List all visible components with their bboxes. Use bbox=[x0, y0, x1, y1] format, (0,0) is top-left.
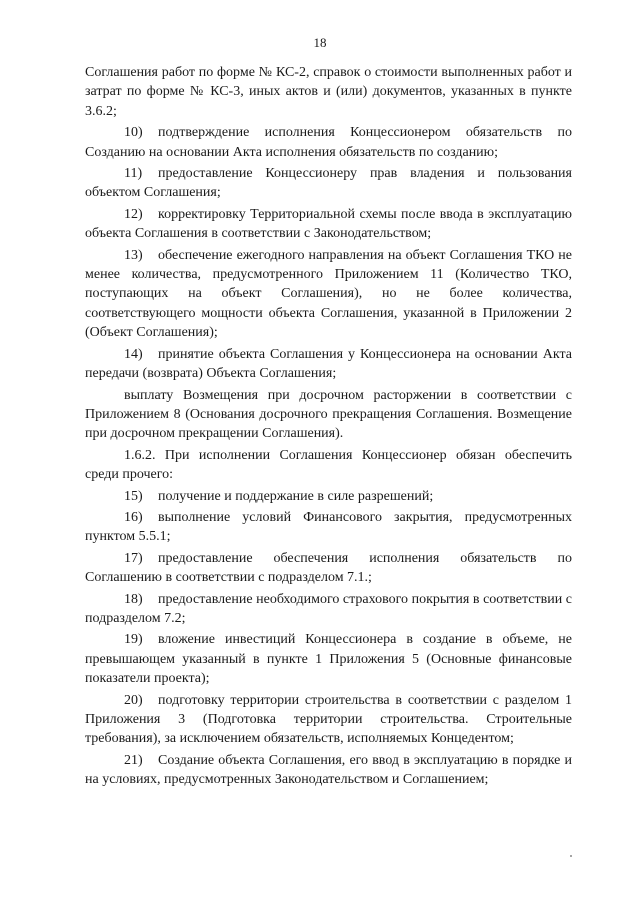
list-text: принятие объекта Соглашения у Концессионера на основании Акта передачи (возврата) Объекта Соглашения; bbox=[85, 346, 572, 382]
list-text: подтверждение исполнения Концессионером обязательств по Созданию на основании Акта исполнения обязательств по созданию; bbox=[85, 125, 572, 160]
list-item-14 bbox=[85, 345, 572, 384]
list-text: Создание объекта Соглашения, его ввод в эксплуатацию в порядке и на условиях, предусмотренных Законодательством и Соглашением; bbox=[85, 752, 572, 788]
list-number: 21) bbox=[124, 752, 143, 768]
list-number: 20) bbox=[124, 692, 143, 708]
list-item-12 bbox=[85, 205, 572, 244]
list-item-18 bbox=[85, 590, 572, 629]
list-item-10 bbox=[85, 123, 572, 162]
list-item-16 bbox=[85, 508, 572, 547]
list-item-11 bbox=[85, 164, 572, 203]
paragraph-continuation bbox=[85, 63, 572, 121]
list-text: выполнение условий Финансового закрытия, предусмотренных пунктом 5.5.1; bbox=[85, 509, 572, 545]
list-item-15 bbox=[85, 487, 572, 506]
list-number: 15) bbox=[124, 488, 143, 504]
list-number: 18) bbox=[124, 591, 143, 607]
document-body bbox=[85, 63, 572, 792]
list-item-13 bbox=[85, 246, 572, 343]
list-item-19 bbox=[85, 630, 572, 688]
list-number: 16) bbox=[124, 509, 143, 525]
list-text: предоставление необходимого страхового покрытия в соответствии с подразделом 7.2; bbox=[85, 591, 572, 626]
list-text: обеспечение ежегодного направления на объект Соглашения ТКО не менее количества, предусмотренного Приложением 11 (Количество ТКО, поступающих на объект Соглашения), но не более количества, соответствующего мощности объекта Соглашения, указанной в Приложении 2 (Объект Соглашения); bbox=[85, 247, 572, 341]
list-text: корректировку Территориальной схемы после ввода в эксплуатацию объекта Соглашения в соответствии с Законодательством; bbox=[85, 206, 572, 242]
list-number: 14) bbox=[124, 346, 143, 362]
list-item-20 bbox=[85, 691, 572, 749]
paragraph-text: 1.6.2. При исполнении Соглашения Концессионер обязан обеспечить среди прочего: bbox=[85, 447, 572, 483]
list-text: вложение инвестиций Концессионера в создание в объеме, не превышающем указанный в пункте 1 Приложения 5 (Основные финансовые показатели проекта); bbox=[85, 632, 572, 687]
list-text: получение и поддержание в силе разрешений; bbox=[158, 488, 434, 504]
page-number: 18 bbox=[313, 35, 327, 50]
list-number: 17) bbox=[124, 550, 143, 566]
list-number: 19) bbox=[124, 632, 143, 648]
list-text: подготовку территории строительства в соответствии с разделом 1 Приложения 3 (Подготовка территории строительства. Строительные требования), за исключением обязательств, исполняемых Концедентом; bbox=[85, 692, 572, 747]
list-number: 13) bbox=[124, 247, 143, 263]
list-number: 10) bbox=[124, 125, 143, 141]
list-text: предоставление обеспечения исполнения обязательств по Соглашению в соответствии с подразделом 7.1.; bbox=[85, 550, 572, 586]
paragraph-compensation bbox=[85, 386, 572, 444]
list-item-21 bbox=[85, 751, 572, 790]
list-item-17 bbox=[85, 549, 572, 588]
section-heading-1-6-2 bbox=[85, 446, 572, 485]
list-text: предоставление Концессионеру прав владения и пользования объектом Соглашения; bbox=[85, 166, 572, 201]
list-number: 11) bbox=[124, 166, 143, 182]
scan-speck bbox=[570, 855, 572, 857]
paragraph-text: Соглашения работ по форме № КС-2, справок о стоимости выполненных работ и затрат по форме № КС-3, иных актов и (или) документов, указанных в пункте 3.6.2; bbox=[85, 65, 572, 119]
list-number: 12) bbox=[124, 206, 143, 222]
paragraph-text: выплату Возмещения при досрочном расторжении в соответствии с Приложением 8 (Основания досрочного прекращения Соглашения. Возмещение при досрочном прекращении Соглашения). bbox=[85, 387, 572, 442]
